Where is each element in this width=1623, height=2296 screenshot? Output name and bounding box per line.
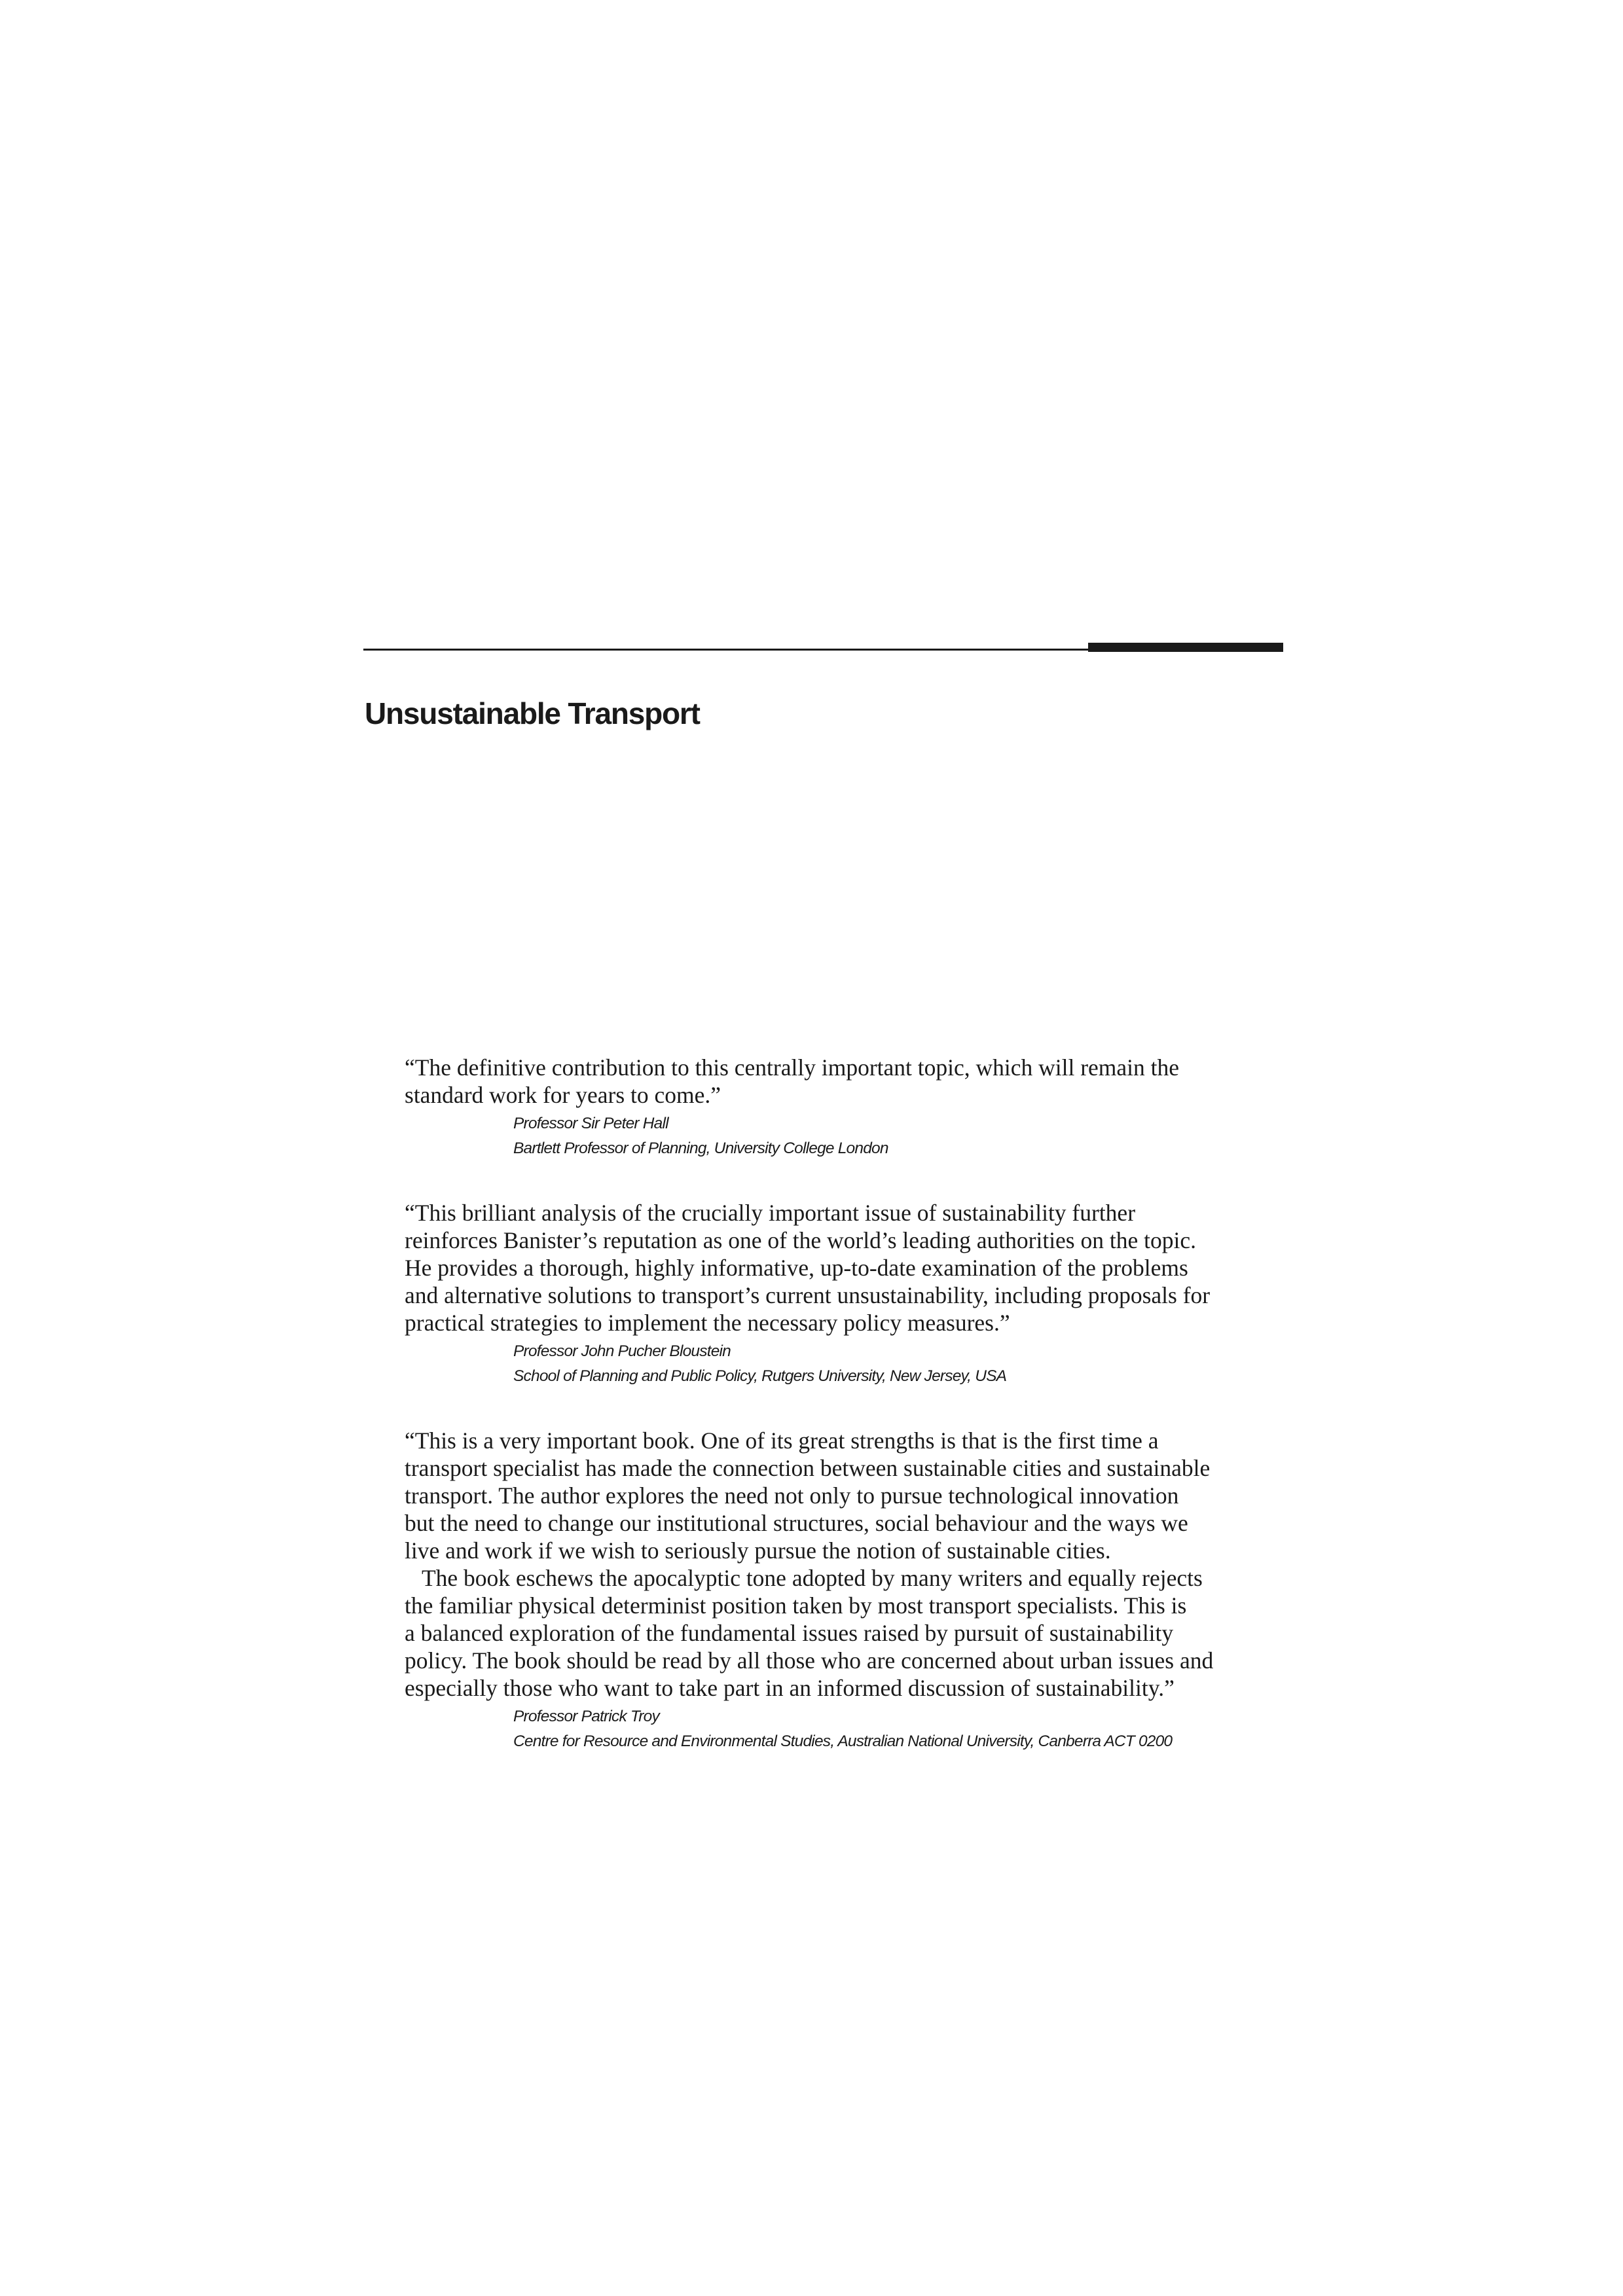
title-rule-thick [1088, 643, 1283, 652]
book-title: Unsustainable Transport [365, 696, 700, 730]
endorser-name: Professor John Pucher Bloustein [513, 1342, 731, 1360]
endorsement-quote: “This brilliant analysis of the crucially important issue of sustainability further reinforces Banister’s reputation as one of the world’s leading authorities on the topic. He provides a thorough, highly informative, up-to-date examination of the problems and alternative solutions to transport’s current unsustainability, including proposals for practical strategies to implement the necessary policy measures.” [405, 1200, 1211, 1336]
endorser-affiliation: Centre for Resource and Environmental Studies, Australian National University, Canberra ACT 0200 [513, 1732, 1173, 1750]
endorsement-2 [405, 1199, 1269, 1389]
endorser-affiliation: Bartlett Professor of Planning, University College London [513, 1139, 888, 1157]
endorsement-3 [405, 1427, 1269, 1754]
endorsement-quote: “This is a very important book. One of its great strengths is that is the first time a transport specialist has made the connection between sustainable cities and sustainable transport. The author explores the need not only to pursue technological innovation but the need to change our institutional structures, social behaviour and the ways we live and work if we wish to seriously pursue the notion of sustainable cities. The book eschews the apocalyptic tone adopted by many writers and equally rejects the familiar physical determinist position taken by most transport specialists. This is a balanced exploration of the fundamental issues raised by pursuit of sustainability policy. The book should be read by all those who are concerned about urban issues and especially those who want to take part in an informed discussion of sustainability.” [405, 1427, 1214, 1701]
endorsement-attribution [513, 1339, 1269, 1389]
endorser-name: Professor Sir Peter Hall [513, 1115, 668, 1132]
endorsement-attribution [513, 1704, 1269, 1754]
endorser-affiliation: School of Planning and Public Policy, Rutgers University, New Jersey, USA [513, 1367, 1007, 1385]
endorsement-1 [405, 1054, 1269, 1161]
endorsement-attribution [513, 1111, 1269, 1161]
endorsements-section [405, 1054, 1269, 1792]
endorsement-quote: “The definitive contribution to this centrally important topic, which will remain the standard work for years to come.” [405, 1054, 1180, 1108]
endorser-name: Professor Patrick Troy [513, 1708, 659, 1725]
